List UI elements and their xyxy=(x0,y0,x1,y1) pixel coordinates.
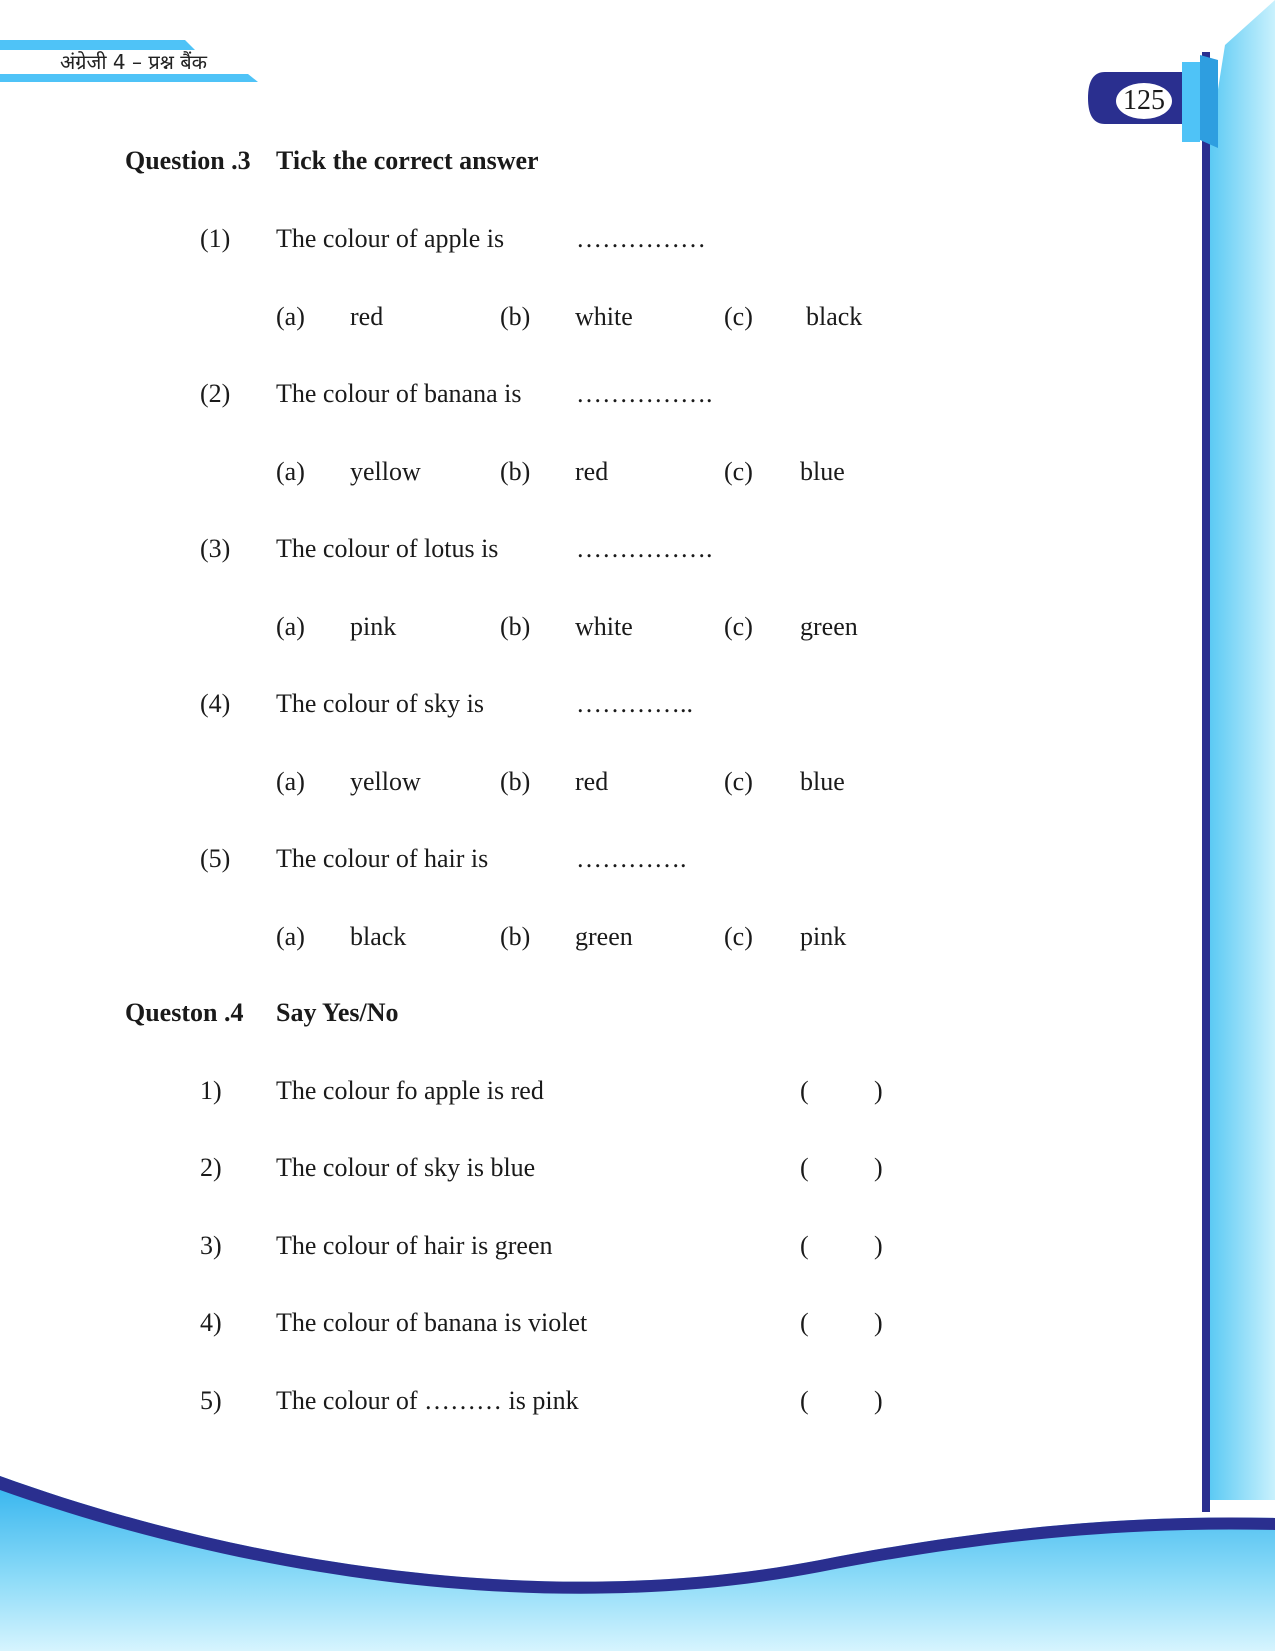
q4-item-text: The colour of ……… is pink xyxy=(276,1386,579,1415)
q4-item-number: 3) xyxy=(200,1231,222,1260)
q4-item-number: 2) xyxy=(200,1153,222,1182)
q4-item-number: 5) xyxy=(200,1386,222,1415)
q3-option-text: green xyxy=(575,922,633,951)
q3-item-blank: …………. xyxy=(576,844,687,873)
q4-answer-close-paren: ) xyxy=(874,1308,883,1337)
header-bar-bottom xyxy=(0,74,258,82)
q3-option-text: blue xyxy=(800,457,845,486)
q4-answer-close-paren: ) xyxy=(874,1386,883,1415)
q3-option-text: red xyxy=(350,302,384,331)
q3-option-letter: (c) xyxy=(724,612,753,641)
q3-option-text: yellow xyxy=(350,767,421,796)
q3-option-letter: (a) xyxy=(276,922,305,951)
q3-option-letter: (b) xyxy=(500,922,531,951)
q3-option-text: pink xyxy=(800,922,847,951)
q4-answer-close-paren: ) xyxy=(874,1231,883,1260)
q3-item-number: (1) xyxy=(200,224,231,253)
q3-item-number: (4) xyxy=(200,689,231,718)
q3-option-letter: (b) xyxy=(500,457,531,486)
q4-answer-close-paren: ) xyxy=(874,1153,883,1182)
q3-item-blank: ……………. xyxy=(576,379,713,408)
q3-option-text: blue xyxy=(800,767,845,796)
q3-option-letter: (a) xyxy=(276,612,305,641)
q3-option-letter: (c) xyxy=(724,767,753,796)
question3-label: Question .3 xyxy=(125,146,251,175)
q3-item-blank: ………….. xyxy=(576,689,693,718)
q3-option-text: black xyxy=(806,302,863,331)
q3-option-text: white xyxy=(575,612,633,641)
right-panel xyxy=(1210,0,1275,1500)
q3-option-letter: (b) xyxy=(500,302,531,331)
q4-answer-open-paren: ( xyxy=(800,1076,809,1105)
q3-option-text: white xyxy=(575,302,633,331)
q3-item-blank: …………… xyxy=(576,224,706,253)
q3-item-blank: ……………. xyxy=(576,534,713,563)
q3-option-letter: (c) xyxy=(724,922,753,951)
q4-answer-open-paren: ( xyxy=(800,1231,809,1260)
q4-item-number: 1) xyxy=(200,1076,222,1105)
q4-item-text: The colour of banana is violet xyxy=(276,1308,588,1337)
q4-answer-close-paren: ) xyxy=(874,1076,883,1105)
q3-option-letter: (a) xyxy=(276,457,305,486)
q4-item-number: 4) xyxy=(200,1308,222,1337)
page-number: 125 xyxy=(1123,85,1165,116)
q4-answer-open-paren: ( xyxy=(800,1308,809,1337)
q4-item-text: The colour of hair is green xyxy=(276,1231,553,1260)
q3-item-text: The colour of hair is xyxy=(276,844,489,873)
q3-option-letter: (c) xyxy=(724,302,753,331)
q3-item-text: The colour of apple is xyxy=(276,224,505,253)
q4-answer-open-paren: ( xyxy=(800,1153,809,1182)
q3-item-text: The colour of banana is xyxy=(276,379,522,408)
q3-option-letter: (b) xyxy=(500,612,531,641)
q3-option-letter: (a) xyxy=(276,767,305,796)
q3-option-letter: (a) xyxy=(276,302,305,331)
q3-option-text: black xyxy=(350,922,407,951)
q3-option-letter: (c) xyxy=(724,457,753,486)
q3-item-text: The colour of sky is xyxy=(276,689,484,718)
q3-option-letter: (b) xyxy=(500,767,531,796)
page-tab-fold xyxy=(1200,55,1218,148)
q3-option-text: green xyxy=(800,612,858,641)
q3-item-number: (2) xyxy=(200,379,231,408)
q3-option-text: pink xyxy=(350,612,397,641)
q4-answer-open-paren: ( xyxy=(800,1386,809,1415)
page-tab-light xyxy=(1182,62,1200,142)
right-navy-bar xyxy=(1202,52,1210,1512)
bottom-wave xyxy=(0,1476,1275,1651)
q3-item-number: (5) xyxy=(200,844,231,873)
question4-label: Queston .4 xyxy=(125,998,244,1027)
question4-title: Say Yes/No xyxy=(276,998,399,1027)
q4-item-text: The colour fo apple is red xyxy=(276,1076,544,1105)
question3-title: Tick the correct answer xyxy=(276,146,539,175)
q3-option-text: red xyxy=(575,457,609,486)
q3-item-number: (3) xyxy=(200,534,231,563)
q3-option-text: red xyxy=(575,767,609,796)
book-title: अंग्रेजी 4 – प्रश्न बैंक xyxy=(60,50,208,74)
q3-option-text: yellow xyxy=(350,457,421,486)
q3-item-text: The colour of lotus is xyxy=(276,534,499,563)
q4-item-text: The colour of sky is blue xyxy=(276,1153,536,1182)
